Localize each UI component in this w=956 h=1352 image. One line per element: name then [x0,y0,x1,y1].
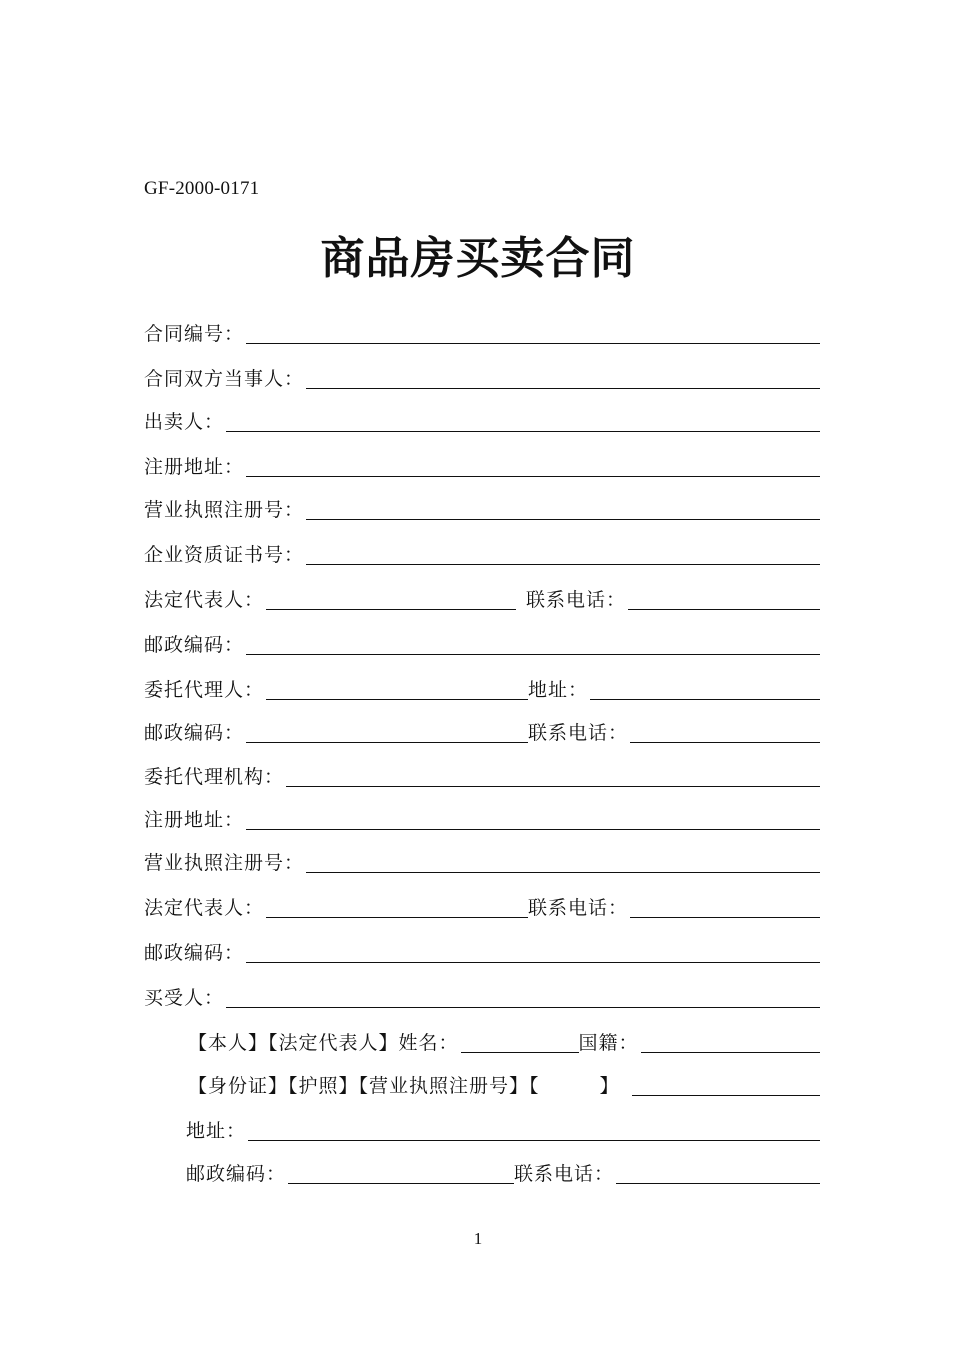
agency-phone-label: 联系电话： [528,897,629,919]
seller-license-blank[interactable] [306,518,820,520]
agency-legal-rep-row [144,892,820,922]
agency-address-label: 注册地址： [144,809,245,831]
buyer-address-label: 地址： [186,1120,247,1142]
agent-phone-label: 联系电话： [528,722,629,744]
seller-qualification-row [144,539,820,569]
parties-label: 合同双方当事人： [144,368,305,390]
agency-label: 委托代理机构： [144,766,285,788]
buyer-label: 买受人： [144,987,225,1009]
buyer-postcode-label: 邮政编码： [186,1163,287,1185]
buyer-phone-blank[interactable] [616,1182,820,1184]
agency-license-label: 营业执照注册号： [144,852,305,874]
buyer-id-type-label: 【身份证】【护照】【营业执照注册号】【 [188,1075,540,1097]
agent-address-blank[interactable] [590,698,820,700]
buyer-phone-label: 联系电话： [514,1163,615,1185]
agency-license-row [144,847,820,877]
agent-postcode-label: 邮政编码： [144,722,245,744]
seller-legal-rep-phone-blank[interactable] [628,608,820,610]
buyer-id-type-row [188,1070,820,1100]
seller-legal-rep-label: 法定代表人： [144,589,265,611]
agent-row [144,674,820,704]
contract-no-label: 合同编号： [144,323,245,345]
buyer-id-type-close: 】 [599,1075,620,1097]
agency-postcode-blank[interactable] [246,961,820,963]
parties-blank[interactable] [306,387,820,389]
seller-qualification-label: 企业资质证书号： [144,544,305,566]
buyer-identity-label: 【本人】【法定代表人】姓名： [188,1032,459,1054]
seller-address-row [144,451,820,481]
agent-postcode-row [144,717,820,747]
agency-postcode-label: 邮政编码： [144,942,245,964]
seller-qualification-blank[interactable] [306,563,820,565]
agency-row [144,761,820,791]
buyer-blank[interactable] [226,1006,820,1008]
buyer-id-number-blank[interactable] [632,1094,820,1096]
page-number: 1 [473,1229,483,1248]
seller-legal-rep-blank[interactable] [266,608,516,610]
seller-address-blank[interactable] [246,475,820,477]
seller-postcode-label: 邮政编码： [144,634,245,656]
agency-license-blank[interactable] [306,871,820,873]
agent-label: 委托代理人： [144,679,265,701]
agent-phone-blank[interactable] [630,741,820,743]
agency-address-blank[interactable] [246,828,820,830]
buyer-address-blank[interactable] [248,1139,820,1141]
buyer-nationality-blank[interactable] [641,1051,820,1053]
seller-row [144,406,820,436]
document-code: GF-2000-0171 [144,178,260,199]
buyer-address-row [186,1115,820,1145]
agent-address-label: 地址： [528,679,589,701]
document-title: 商品房买卖合同 [320,233,636,284]
buyer-name-blank[interactable] [461,1051,579,1053]
seller-address-label: 注册地址： [144,456,245,478]
seller-postcode-row [144,629,820,659]
seller-postcode-blank[interactable] [246,653,820,655]
agency-postcode-row [144,937,820,967]
agent-blank[interactable] [266,698,528,700]
seller-license-row [144,494,820,524]
agent-postcode-blank[interactable] [246,741,528,743]
agency-legal-rep-label: 法定代表人： [144,897,265,919]
seller-blank[interactable] [226,430,820,432]
buyer-nationality-label: 国籍： [578,1032,639,1054]
buyer-identity-row [188,1027,820,1057]
agency-legal-rep-blank[interactable] [266,916,528,918]
agency-address-row [144,804,820,834]
contract-no-blank[interactable] [246,342,820,344]
buyer-postcode-blank[interactable] [288,1182,514,1184]
parties-row [144,363,820,393]
contract-no-row [144,318,820,348]
seller-legal-rep-row [144,584,820,614]
seller-label: 出卖人： [144,411,225,433]
seller-license-label: 营业执照注册号： [144,499,305,521]
buyer-row [144,982,820,1012]
seller-legal-rep-phone-label: 联系电话： [526,589,627,611]
buyer-postcode-row [186,1158,820,1188]
agency-phone-blank[interactable] [630,916,820,918]
agency-blank[interactable] [286,785,820,787]
